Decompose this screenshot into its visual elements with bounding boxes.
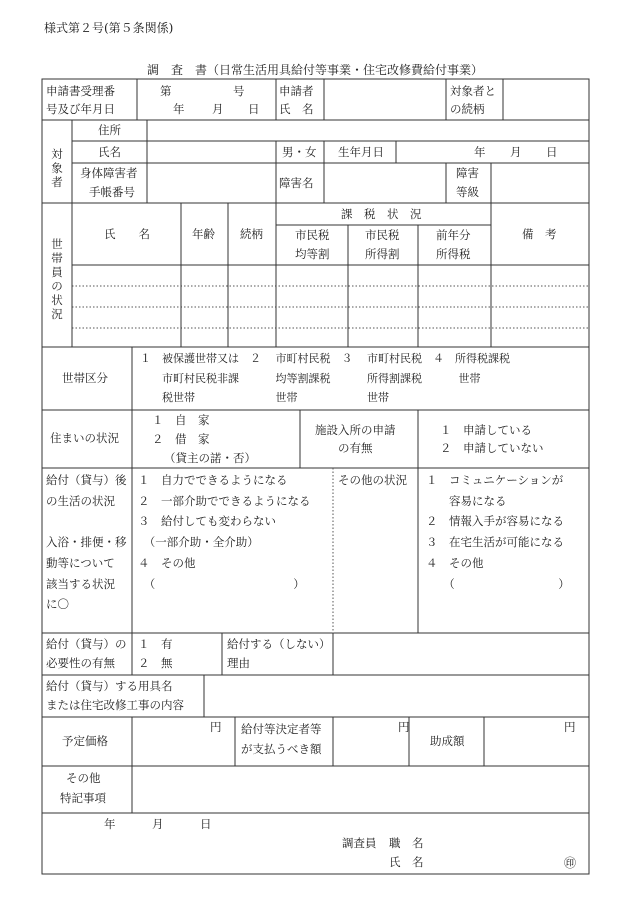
after-grant-label-3: 入浴・排便・移 xyxy=(46,535,127,549)
after-grant-opt3: ３ 給付しても変わらない xyxy=(138,514,276,528)
household-category-line1: １ 被保護世帯又は ２ 市町村民税 ３ 市町村民税 ４ 所得税課税 xyxy=(140,352,510,365)
after-grant-opt1: １ 自力でできるようになる xyxy=(138,473,288,487)
receipt-no-suffix: 号 xyxy=(233,84,245,98)
relation-label: 対象者と xyxy=(450,84,496,98)
price-yen: 円 xyxy=(210,720,222,734)
subsidy-label: 助成額 xyxy=(430,734,465,748)
grade-label: 障害 xyxy=(456,166,479,180)
tax-b-sub: 所得割 xyxy=(365,247,400,261)
gender-field[interactable]: 男・女 xyxy=(282,145,317,159)
household-section-label: 世帯員の状況 xyxy=(51,237,63,321)
other-status-4-paren: （ ） xyxy=(426,577,570,591)
col-remarks-header: 備 考 xyxy=(522,227,557,241)
receipt-label: 申請書受理番 xyxy=(46,84,115,98)
after-grant-label-2: の生活の状況 xyxy=(46,494,115,508)
tax-b-header: 市民税 xyxy=(365,228,400,242)
necessity-label-2: 必要性の有無 xyxy=(46,656,115,670)
receipt-no-prefix: 第 xyxy=(160,84,172,98)
household-category-line2: 市町村民税非課 均等割課税 所得割課税 世帯 xyxy=(140,372,481,385)
after-grant-label-6: に〇 xyxy=(46,597,69,611)
receipt-label-2: 号及び年月日 xyxy=(46,102,115,116)
address-label: 住所 xyxy=(98,123,121,137)
after-grant-label-4: 動等について xyxy=(46,556,115,570)
household-category-line3: 税世帯 世帯 世帯 xyxy=(140,391,389,404)
necessity-no: ２ 無 xyxy=(138,656,173,670)
col-relation-header: 続柄 xyxy=(240,227,263,241)
seal-icon: ㊞ xyxy=(564,856,577,870)
disability-name-label: 障害名 xyxy=(279,176,314,190)
footer-day: 日 xyxy=(200,817,212,831)
handbook-label: 身体障害者 xyxy=(80,166,138,180)
housing-label: 住まいの状況 xyxy=(50,431,119,445)
receipt-year: 年 xyxy=(173,102,185,116)
handbook-label-2: 手帳番号 xyxy=(89,185,135,199)
facility-applied: １ 申請している xyxy=(440,423,532,437)
price-label: 予定価格 xyxy=(62,734,108,748)
subsidy-yen: 円 xyxy=(564,720,576,734)
after-grant-label: 給付（貸与）後 xyxy=(46,473,127,487)
name-label: 氏名 xyxy=(98,145,121,159)
payable-label: 給付等決定者等 xyxy=(241,722,322,736)
receipt-day: 日 xyxy=(248,102,260,116)
subject-section-label: 対象者 xyxy=(51,147,63,189)
other-status-3: ３ 在宅生活が可能になる xyxy=(426,535,564,549)
col-name-header: 氏 名 xyxy=(104,227,150,241)
reason-label-2: 理由 xyxy=(227,656,250,670)
tax-c-sub: 所得税 xyxy=(436,247,471,261)
applicant-label: 申請者 xyxy=(279,84,314,98)
after-grant-opt2: ２ 一部介助でできるようになる xyxy=(138,494,311,508)
housing-own: １ 自 家 xyxy=(152,413,210,427)
housing-rent: ２ 借 家 xyxy=(152,432,210,446)
tax-status-header: 課 税 状 況 xyxy=(341,207,422,221)
form-number: 様式第２号(第５条関係) xyxy=(44,21,174,35)
tax-a-sub: 均等割 xyxy=(295,247,330,261)
necessity-yes: １ 有 xyxy=(138,637,173,651)
birth-day: 日 xyxy=(546,145,558,159)
notes-label: その他 xyxy=(66,771,101,785)
investigator-title-label: 職 名 xyxy=(389,836,424,850)
housing-rent-note: （貸主の諾・否） xyxy=(164,451,256,465)
grade-label-2: 等級 xyxy=(456,185,479,199)
tax-c-header: 前年分 xyxy=(436,228,471,242)
facility-not-applied: ２ 申請していない xyxy=(440,441,544,455)
after-grant-opt3-note: （一部介助・全介助） xyxy=(138,535,259,549)
after-grant-label-5: 該当する状況 xyxy=(46,577,115,591)
other-status-label: その他の状況 xyxy=(338,473,407,487)
item-label-2: または住宅改修工事の内容 xyxy=(46,698,184,712)
payable-label-2: が支払うべき額 xyxy=(241,742,322,756)
investigator-label: 調査員 xyxy=(342,836,377,850)
other-status-1b: 容易になる xyxy=(426,494,507,508)
birthdate-label: 生年月日 xyxy=(338,145,384,159)
facility-label: 施設入所の申請 xyxy=(315,423,396,437)
payable-yen: 円 xyxy=(398,720,410,734)
birth-year: 年 xyxy=(474,145,486,159)
necessity-label: 給付（貸与）の xyxy=(46,637,127,651)
footer-month: 月 xyxy=(152,817,164,831)
birth-month: 月 xyxy=(510,145,522,159)
receipt-month: 月 xyxy=(212,102,224,116)
investigator-name-label: 氏 名 xyxy=(389,855,424,869)
footer-year: 年 xyxy=(104,817,116,831)
reason-label: 給付する（しない） xyxy=(227,637,331,651)
col-age-header: 年齢 xyxy=(192,227,215,241)
page-title: 調 査 書（日常生活用具給付等事業・住宅改修費給付事業） xyxy=(146,63,483,77)
facility-label-2: の有無 xyxy=(338,441,373,455)
other-status-1: １ コミュニケーションが xyxy=(426,473,564,487)
item-label: 給付（貸与）する用具名 xyxy=(46,679,173,693)
tax-a-header: 市民税 xyxy=(295,228,330,242)
other-status-2: ２ 情報入手が容易になる xyxy=(426,514,564,528)
other-status-4: ４ その他 xyxy=(426,556,484,570)
relation-label-2: の続柄 xyxy=(450,102,485,116)
applicant-name-label: 氏 名 xyxy=(279,102,314,116)
household-category-label: 世帯区分 xyxy=(62,371,108,385)
notes-label-2: 特記事項 xyxy=(60,791,106,805)
after-grant-opt4: ４ その他 xyxy=(138,556,196,570)
after-grant-opt4-paren: （ ） xyxy=(138,577,305,591)
